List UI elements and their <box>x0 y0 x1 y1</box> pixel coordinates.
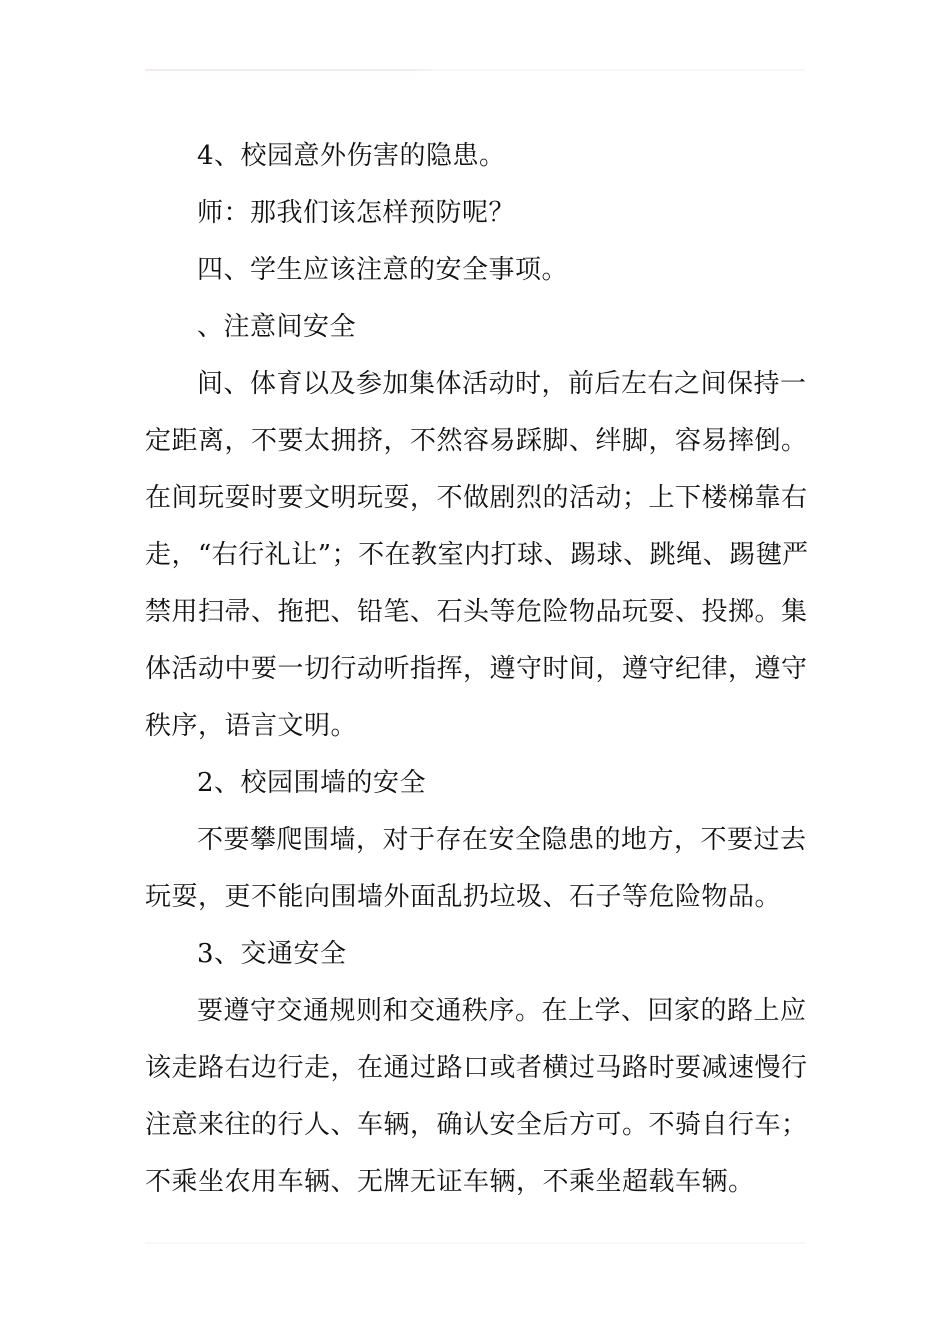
section-heading-safety-matters: 四、学生应该注意的安全事项。 <box>197 255 569 285</box>
header-rule <box>145 69 805 71</box>
subheading-break-safety: 、注意间安全 <box>197 312 357 342</box>
document-body <box>145 128 810 1211</box>
paragraph-wall-safety: 不要攀爬围墙，对于存在安全隐患的地方，不要过去玩耍，更不能向围墙外面乱扔垃圾、石子等危险物品。 <box>145 825 807 912</box>
paragraph-teacher-question: 师：那我们该怎样预防呢？ <box>197 198 516 228</box>
paragraph-traffic-safety: 要遵守交通规则和交通秩序。在上学、回家的路上应该走路右边行走，在通过路口或者横过马路时要减速慢行注意来往的行人、车辆，确认安全后方可。不骑自行车；不乘坐农用车辆、无牌无证车辆，不乘坐超载车辆。 <box>145 996 808 1197</box>
subheading-wall-safety: 2、校园围墙的安全 <box>197 768 427 798</box>
paragraph-break-safety: 间、体育以及参加集体活动时，前后左右之间保持一定距离，不要太拥挤，不然容易踩脚、绊脚，容易摔倒。在间玩耍时要文明玩耍，不做剧烈的活动；上下楼梯靠右走，“右行礼让”；不在教室内打球、踢球、跳绳、踢毽严禁用扫帚、拖把、铅笔、石头等危险物品玩耍、投掷。集体活动中要一切行动听指挥，遵守时间，遵守纪律，遵守秩序，语言文明。 <box>145 369 809 741</box>
subheading-traffic-safety: 3、交通安全 <box>197 939 347 969</box>
footer-rule <box>145 1242 805 1244</box>
paragraph-hazard-4: 4、校园意外伤害的隐患。 <box>197 141 506 171</box>
